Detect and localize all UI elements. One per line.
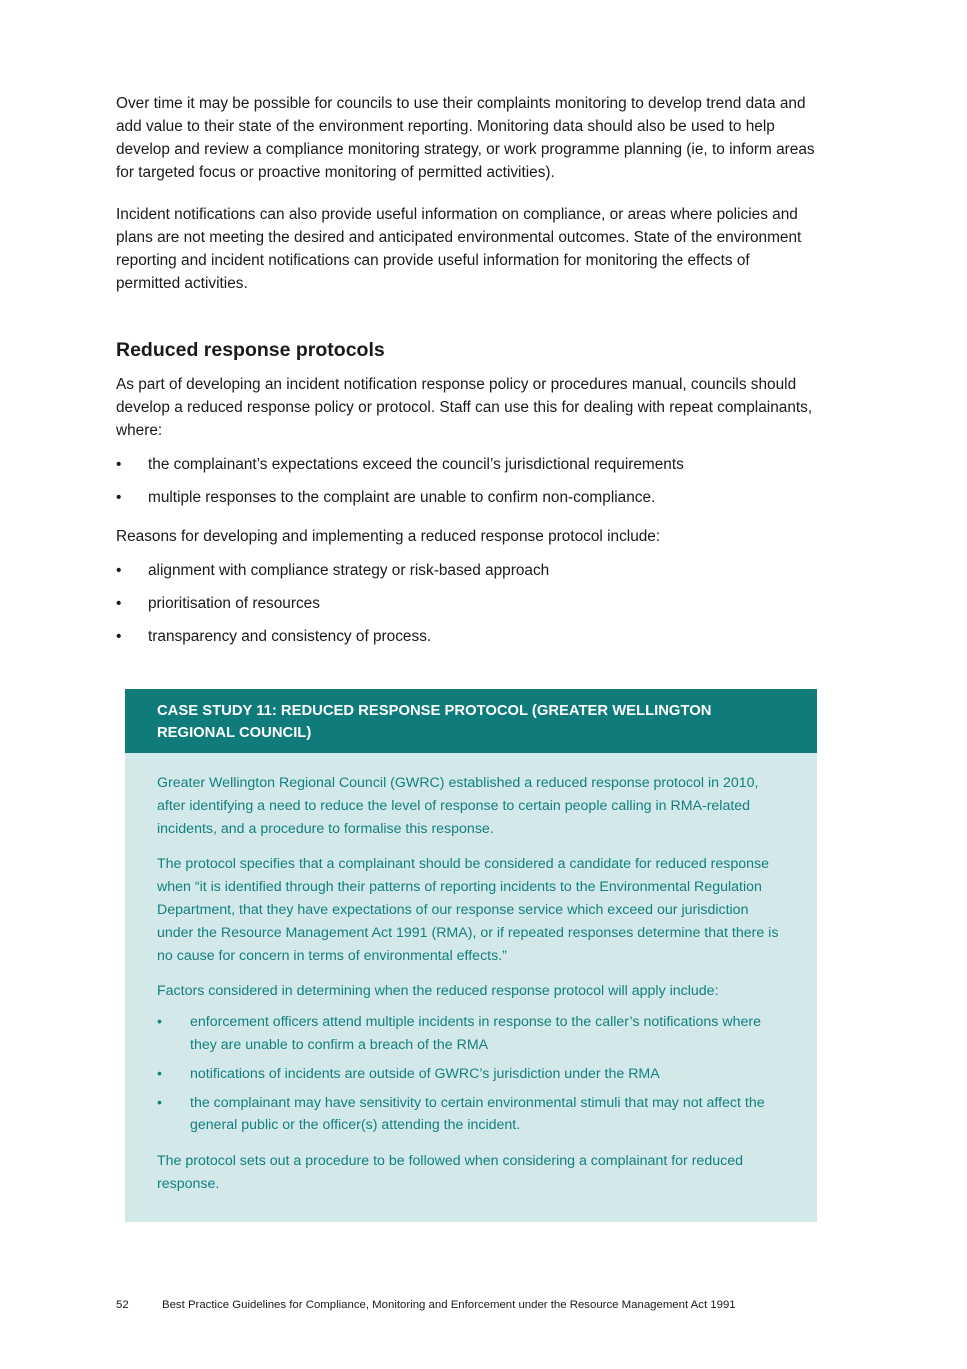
bullet-icon: • bbox=[157, 1094, 162, 1111]
list-item-text: transparency and consistency of process. bbox=[148, 628, 432, 645]
bullet-icon: • bbox=[116, 456, 122, 473]
case-study-paragraph: The protocol specifies that a complainant should be considered a candidate for reduced response when “it is identified through their patterns of reporting incidents to the Environmental Regulation Department, that they have expectations of our response service which exceed our jurisdiction under the Resource Management Act 1991 (RMA), or if repeated responses determine that there is no cause for concern in terms of environmental effects.” bbox=[157, 856, 779, 964]
paragraph-complaints-monitoring: Over time it may be possible for councils to use their complaints monitoring to develop trend data and add value to their state of the environment reporting. Monitoring data should also be used to help develop and review a compliance monitoring strategy, or work programme planning (ie, to inform areas for targeted focus or proactive monitoring of permitted activities). bbox=[116, 95, 815, 181]
list-item-text: multiple responses to the complaint are unable to confirm non-compliance. bbox=[148, 489, 656, 506]
bullet-icon: • bbox=[116, 562, 122, 579]
page-footer bbox=[116, 1297, 736, 1313]
paragraph-incident-notifications: Incident notifications can also provide useful information on compliance, or areas where policies and plans are not meeting the desired and anticipated environmental outcomes. State of the environment reporting and incident notifications can provide useful information for monitoring the effects of permitted activities. bbox=[116, 206, 802, 292]
reasons-intro: Reasons for developing and implementing a reduced response protocol include: bbox=[116, 528, 661, 545]
case-study-box bbox=[125, 689, 817, 1222]
list-item-text: alignment with compliance strategy or risk-based approach bbox=[148, 562, 550, 579]
list-item bbox=[116, 625, 816, 648]
case-study-paragraph: The protocol sets out a procedure to be followed when considering a complainant for reduced response. bbox=[157, 1153, 743, 1192]
case-study-title: CASE STUDY 11: REDUCED RESPONSE PROTOCOL (GREATER WELLINGTON REGIONAL COUNCIL) bbox=[125, 689, 817, 753]
bullet-icon: • bbox=[157, 1065, 162, 1082]
list-item-text: notifications of incidents are outside of GWRC’s jurisdiction under the RMA bbox=[190, 1065, 660, 1082]
section-heading: Reduced response protocols bbox=[116, 339, 385, 361]
list-item bbox=[157, 1011, 785, 1057]
case-study-body bbox=[125, 753, 817, 1196]
list-item bbox=[116, 453, 816, 476]
list-item-text: prioritisation of resources bbox=[148, 595, 320, 612]
case-study-factors-list bbox=[157, 1011, 785, 1137]
where-list bbox=[116, 453, 816, 509]
page-number: 52 bbox=[116, 1299, 129, 1311]
list-item-text: enforcement officers attend multiple incidents in response to the caller’s notifications where they are unable to confirm a breach of the RMA bbox=[190, 1014, 761, 1053]
bullet-icon: • bbox=[157, 1014, 162, 1031]
list-item bbox=[157, 1092, 785, 1138]
list-item-text: the complainant may have sensitivity to certain environmental stimuli that may not affect the general public or the officer(s) attending the incident. bbox=[190, 1094, 765, 1134]
list-item bbox=[116, 592, 816, 615]
list-item bbox=[157, 1063, 785, 1086]
list-item-text: the complainant’s expectations exceed the council’s jurisdictional requirements bbox=[148, 456, 684, 473]
bullet-icon: • bbox=[116, 595, 122, 612]
section-intro: As part of developing an incident notification response policy or procedures manual, councils should develop a reduced response policy or protocol. Staff can use this for dealing with repeat complainants, where: bbox=[116, 376, 813, 439]
reasons-list bbox=[116, 559, 816, 648]
case-study-paragraph: Greater Wellington Regional Council (GWRC) established a reduced response protocol in 2010, after identifying a need to reduce the level of response to certain people calling in RMA-related incidents, and a procedure to formalise this response. bbox=[157, 775, 759, 837]
list-item bbox=[116, 559, 816, 582]
document-title: Best Practice Guidelines for Compliance, Monitoring and Enforcement under the Resource Management Act 1991 bbox=[162, 1299, 736, 1311]
case-study-paragraph: Factors considered in determining when the reduced response protocol will apply include: bbox=[157, 983, 719, 1000]
list-item bbox=[116, 486, 816, 509]
bullet-icon: • bbox=[116, 489, 122, 506]
main-content bbox=[116, 92, 816, 664]
bullet-icon: • bbox=[116, 628, 122, 645]
